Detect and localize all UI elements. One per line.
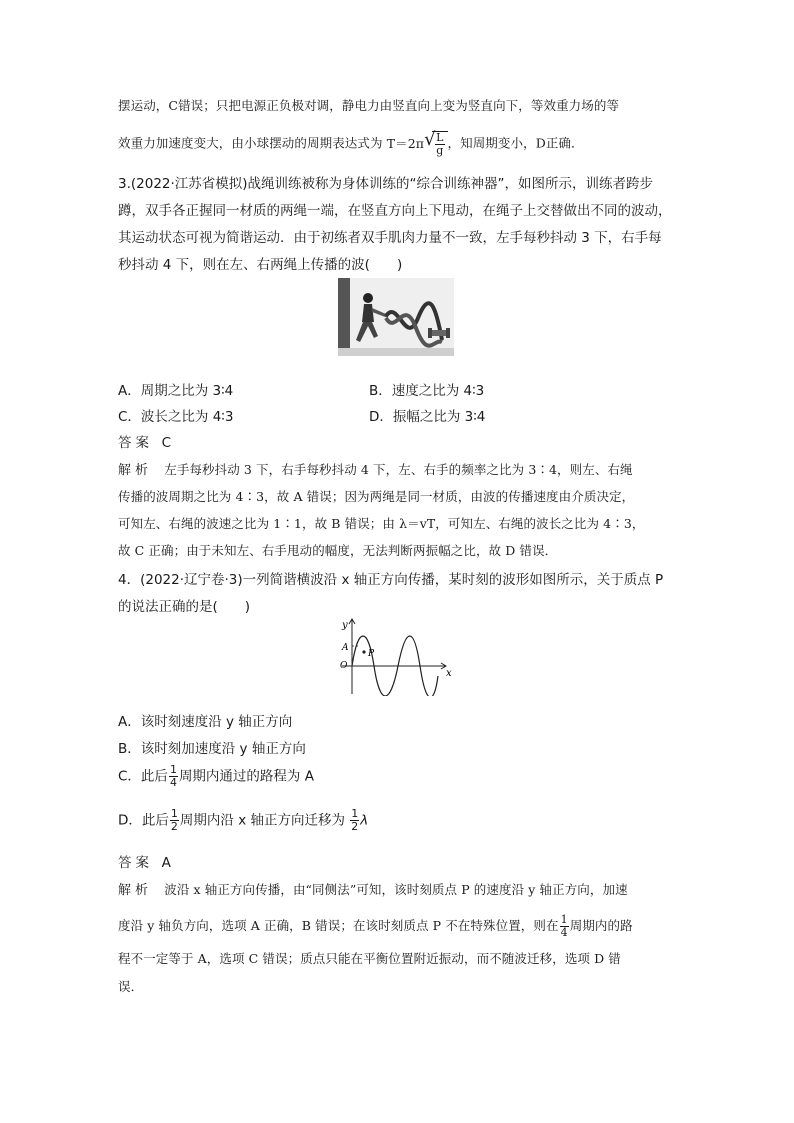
q3-answer-line (118, 431, 171, 451)
q4-analysis-line-4: 误． (118, 979, 144, 994)
sqrt-L-over-g: √ $\frac{L}{g}$ (424, 131, 447, 157)
q4-analysis-line-2 (118, 914, 633, 939)
q3-answer-value: C (161, 435, 172, 451)
point-P-label: P (368, 649, 375, 659)
x-axis-label: x (446, 668, 452, 679)
q3-stem-line-4: 秒抖动 4 下，则在左、右两绳上传播的波( ) (118, 257, 403, 273)
q3-analysis-line-3: 可知左、右绳的波速之比为 1∶1，故 B 错误；由 λ＝vT，可知左、右绳的波长之比为 4∶3， (118, 516, 645, 531)
q3-stem-line-2: 蹲，双手各正握同一材质的两绳一端，在竖直方向上下甩动，在绳子上交替做出不同的波动， (118, 203, 672, 219)
q4-analysis-label: 解析 (118, 883, 153, 898)
frac-den: 2 (351, 820, 359, 833)
q3-option-b: B．速度之比为 4∶3 (369, 383, 485, 399)
formula-T: T＝2π (386, 135, 425, 151)
q4-analysis-text-2b: 周期内的路 (569, 918, 633, 933)
battle-rope-illustration (338, 278, 454, 356)
q4-option-c-text-a: C．此后 (118, 768, 168, 785)
q3-analysis-line-2: 传播的波周期之比为 4∶3，故 A 错误；因为两绳是同一材质，由波的传播速度由介质决定， (118, 489, 635, 504)
q4-option-c-text-b: 周期内通过的路程为 A (178, 768, 314, 785)
q3-stem-line-1: 3.(2022·江苏省模拟)战绳训练被称为身体训练的“综合训练神器”，如图所示，训练者跨步 (118, 176, 654, 192)
wave-graph (338, 616, 456, 696)
frac-num: 1 (170, 807, 178, 820)
q3-option-a: A．周期之比为 3∶4 (118, 383, 234, 399)
q3-answer-label: 答案 (118, 435, 153, 451)
q3-stem-line-3: 其运动状态可视为简谐运动．由于初练者双手肌肉力量不一致，左手每秒抖动 3 下，右手每 (118, 230, 662, 246)
frac-num: 1 (560, 913, 568, 926)
fraction-one-half (170, 808, 179, 833)
q3-analysis-text-1: 左手每秒抖动 3 下，右手每秒抖动 4 下，左、右手的频率之比为 3∶4，则左、右绳 (164, 462, 633, 477)
prev-analysis-text-a: 效重力加速度变大，由小球摆动的周期表达式为 (118, 135, 387, 151)
q3-option-c: C．波长之比为 4∶3 (118, 409, 234, 425)
fraction-one-half-lambda (350, 808, 359, 833)
q4-stem-line-2: 的说法正确的是( ) (118, 599, 251, 615)
origin-label: O (340, 661, 348, 671)
q4-answer-label: 答案 (118, 855, 153, 871)
q4-option-c (118, 764, 314, 789)
q3-option-d: D．振幅之比为 3∶4 (369, 409, 486, 425)
amplitude-label: A (342, 643, 349, 653)
q4-option-d (118, 808, 368, 833)
q4-option-d-text-a: D．此后 (118, 812, 169, 829)
formula-den-g: g (436, 144, 444, 157)
point-P-marker (362, 650, 365, 653)
q4-option-b: B．该时刻加速度沿 y 轴正方向 (118, 741, 306, 757)
q3-analysis-line-4: 故 C 正确；由于未知左、右手甩动的幅度，无法判断两振幅之比，故 D 错误． (118, 543, 558, 558)
q3-analysis-line-1 (118, 459, 633, 478)
q4-analysis-line-3: 程不一定等于 A，选项 C 错误；质点只能在平衡位置附近振动，而不随波迁移，选项 D 错 (118, 951, 621, 966)
frac-den: 2 (170, 820, 178, 833)
q3-analysis-label: 解析 (118, 463, 153, 478)
q4-answer-line (118, 851, 171, 871)
formula-num-L: L (436, 131, 444, 144)
prev-analysis-line-1: 摆运动，C错误；只把电源正负极对调，静电力由竖直向上变为竖直向下，等效重力场的等 (118, 98, 620, 113)
q4-analysis-text-2a: 度沿 y 轴负方向，选项 A 正确，B 错误；在该时刻质点 P 不在特殊位置，则在 (118, 918, 559, 933)
q4-analysis-line-1 (118, 879, 628, 898)
frac-den: 4 (169, 776, 177, 789)
prev-analysis-text-b: ，知周期变小，D正确． (447, 135, 584, 151)
period-formula (386, 129, 448, 157)
frac-num: 1 (351, 807, 359, 820)
q4-option-d-text-b: 周期内沿 x 轴正方向迁移为 (179, 812, 350, 829)
q4-analysis-text-1: 波沿 x 轴正方向传播，由“同侧法”可知，该时刻质点 P 的速度沿 y 轴正方向，加速 (164, 882, 628, 897)
frac-den: 4 (560, 926, 568, 939)
q4-answer-value: A (161, 855, 171, 871)
q4-option-a: A．该时刻速度沿 y 轴正方向 (118, 714, 293, 730)
y-axis-label: y (342, 620, 348, 631)
frac-num: 1 (169, 763, 177, 776)
fraction-one-quarter (169, 764, 178, 789)
prev-analysis-line-2 (118, 131, 584, 157)
fraction-one-quarter (560, 914, 569, 939)
q4-stem-line-1: 4．(2022·辽宁卷·3)一列简谐横波沿 x 轴正方向传播，某时刻的波形如图所示，关于质点 P (118, 572, 664, 588)
lambda-symbol: λ (360, 812, 369, 829)
